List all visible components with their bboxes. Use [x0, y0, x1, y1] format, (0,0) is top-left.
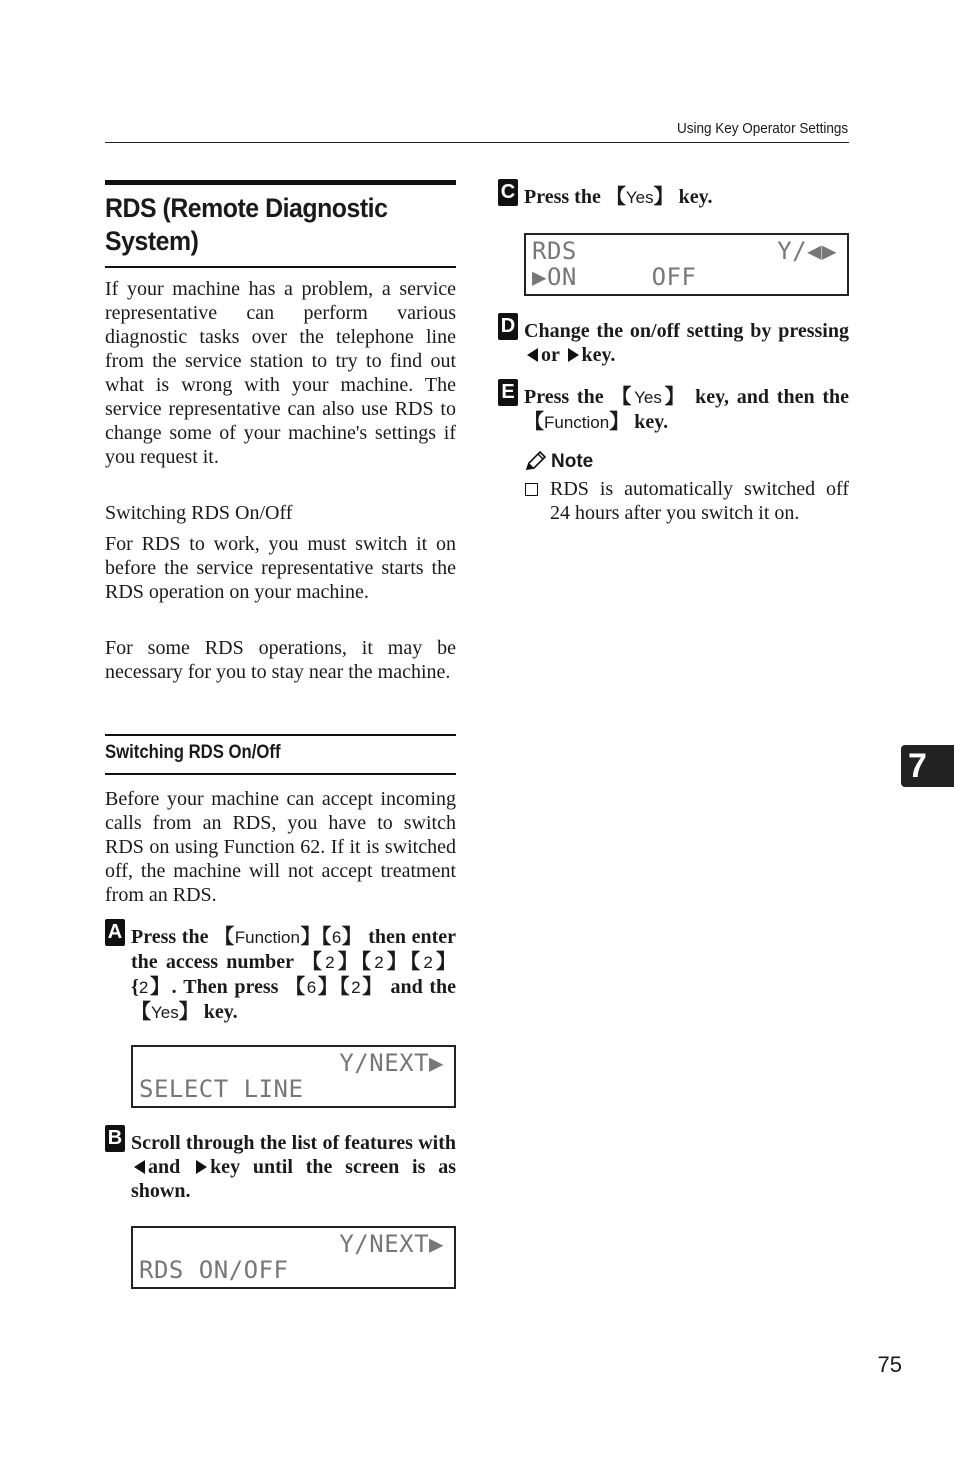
intro-paragraph: If your machine has a problem, a service representative can perform various diagnostic tasks over the telephone line from the service station to try to find out what is wrong with your machine. The service representative can also use RDS to change some of your machine's settings if you request it. — [105, 278, 456, 468]
lcd-line-2: SELECT LINE — [139, 1075, 304, 1103]
proximity-paragraph: For some RDS operations, it may be necessary for you to stay near the machine. — [105, 637, 456, 683]
left-arrow-icon — [134, 1160, 145, 1174]
step-4-text: Change the on/off setting by pressing or key. — [524, 320, 849, 366]
yes-key: Yes — [625, 188, 654, 207]
lcd-line-2: ▶ON OFF — [532, 263, 697, 291]
step-4-marker: D — [498, 313, 518, 340]
lcd-line-1-left: RDS — [532, 237, 577, 265]
lcd-line-2: RDS ON/OFF — [139, 1256, 289, 1284]
lcd-display-rds-toggle — [524, 233, 849, 296]
yes-key: Yes — [634, 388, 662, 407]
right-arrow-icon — [568, 348, 579, 362]
key-6: 6 — [331, 928, 342, 947]
right-arrow-icon — [196, 1160, 207, 1174]
subheading: Switching RDS On/Off — [105, 742, 281, 763]
running-head: Using Key Operator Settings — [676, 120, 848, 137]
subheading-bottom-rule — [105, 773, 456, 775]
step-5-marker: E — [498, 379, 518, 406]
function-key: Function — [234, 928, 300, 947]
pencil-icon — [524, 449, 548, 473]
lcd-line-1-right: Y/◀▶ — [777, 237, 837, 265]
section-title-line2: System) — [105, 226, 199, 256]
left-arrow-icon — [527, 348, 538, 362]
yes-key: Yes — [151, 1003, 179, 1022]
step-2-marker: B — [105, 1125, 125, 1152]
switching-line: Switching RDS On/Off — [105, 502, 293, 524]
step-2-text: Scroll through the list of features with and key until the screen is as shown. — [131, 1132, 456, 1202]
lcd-display-select-line — [131, 1045, 456, 1108]
note-heading: Note — [551, 451, 594, 472]
subheading-top-rule — [105, 734, 456, 736]
function-key: Function — [544, 413, 610, 432]
section-title-line1: RDS (Remote Diagnostic — [105, 193, 388, 223]
requirement-paragraph: For RDS to work, you must switch it on before the service representative starts the RDS operation on your machine. — [105, 533, 456, 603]
header-rule — [105, 142, 849, 143]
step-3-marker: C — [498, 179, 518, 206]
title-top-bar — [105, 180, 456, 185]
note-item: RDS is automatically switched off 24 hours after you switch it on. — [550, 478, 849, 524]
section-title — [105, 192, 428, 258]
step-1-text: Press the 【Function】【6】 then enter the access number 【2】【2】【2】{2】. Then press 【6】【2】 and the 【Yes】 key. — [131, 926, 457, 1023]
step-3-text: Press the 【Yes】 key. — [524, 186, 713, 208]
subsection-paragraph: Before your machine can accept incoming calls from an RDS, you have to switch RDS on using Function 62. If it is switched off, the machine will not accept treatment from an RDS. — [105, 788, 456, 906]
step-1-marker: A — [105, 919, 125, 946]
lcd-display-rds-onoff — [131, 1226, 456, 1289]
lcd-line-1: Y/NEXT▶ — [339, 1230, 444, 1258]
checkbox-icon — [525, 483, 538, 496]
page-number: 75 — [877, 1352, 902, 1377]
step-5-text: Press the 【Yes】 key, and then the 【Function】 key. — [524, 386, 850, 433]
chapter-tab: 7 — [901, 745, 954, 787]
lcd-line-1: Y/NEXT▶ — [339, 1049, 444, 1077]
title-bottom-rule — [105, 266, 456, 268]
